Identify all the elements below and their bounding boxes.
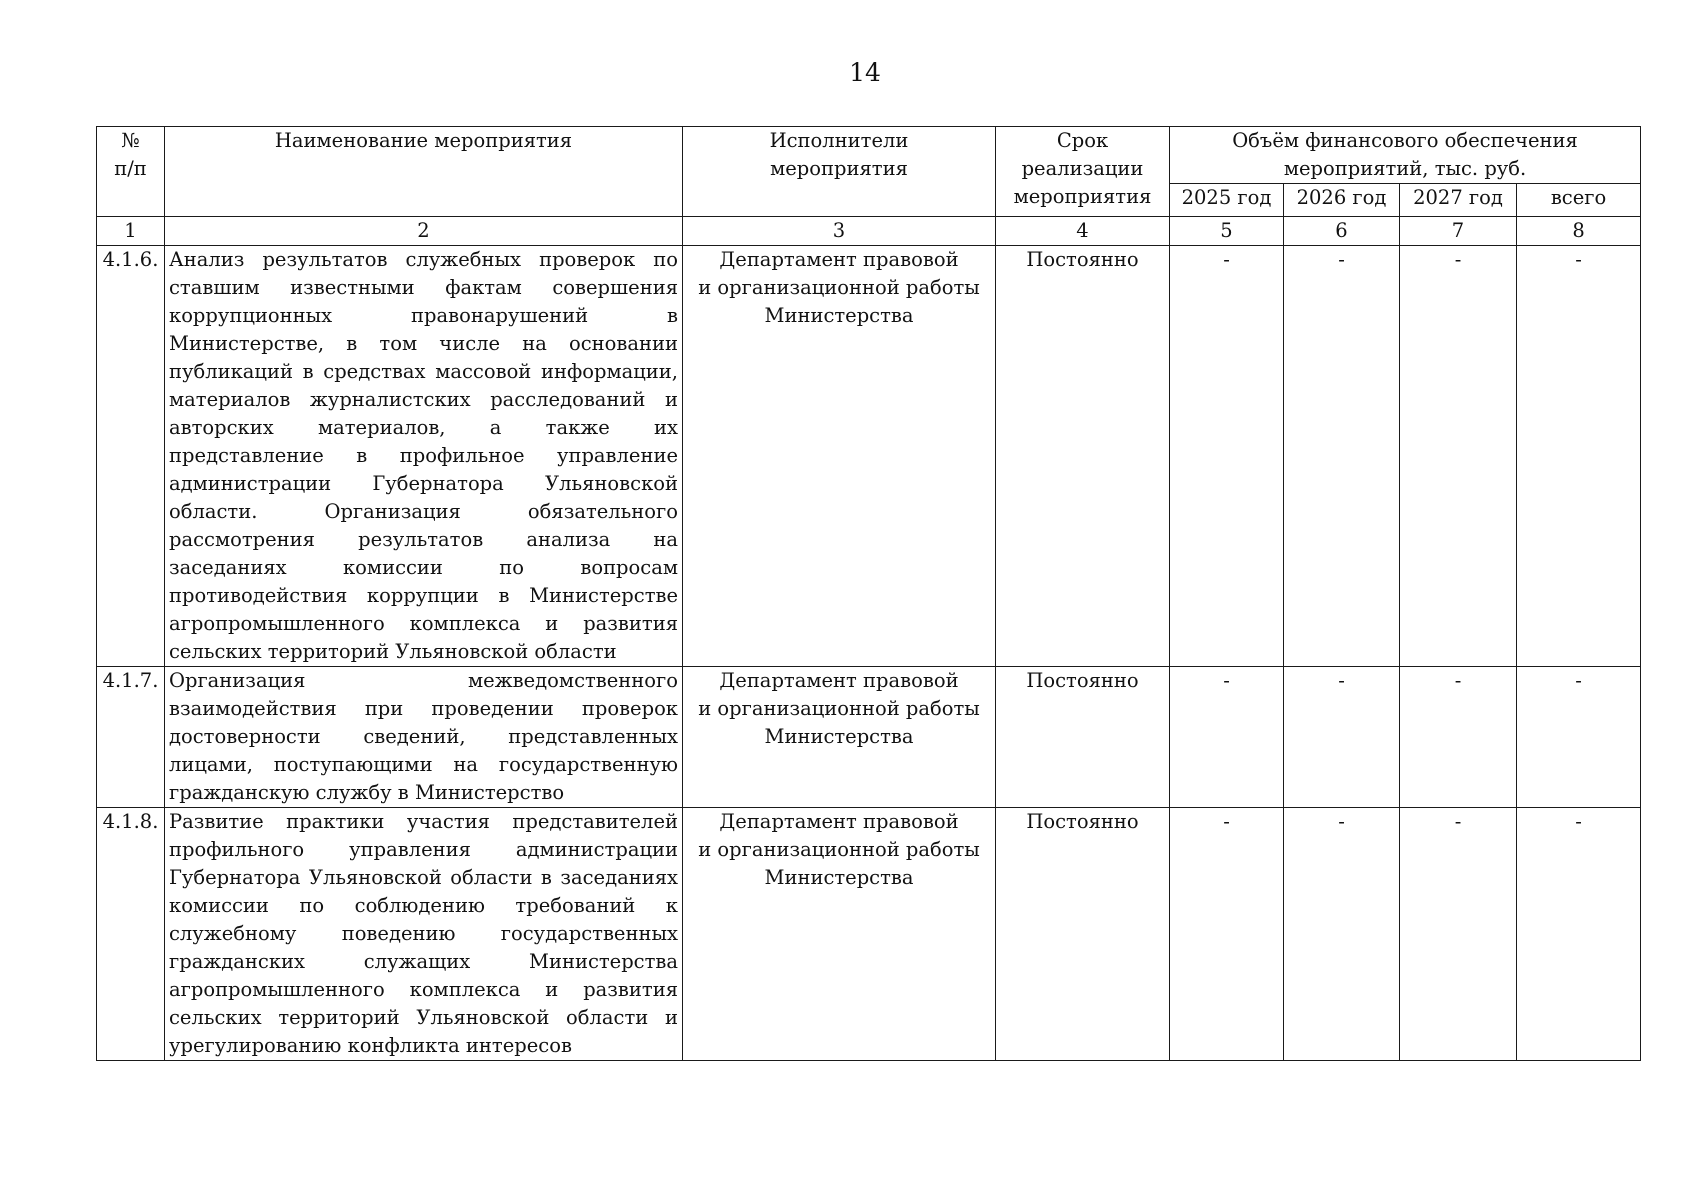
measure-term: Постоянно [996, 667, 1170, 808]
measure-executors: Департамент правовой и организационной работы Министерства [683, 808, 996, 1061]
value-2027: - [1400, 667, 1517, 808]
column-number-row [97, 217, 1641, 246]
value-2025: - [1170, 667, 1284, 808]
table-row [97, 808, 1641, 1061]
column-number: 4 [996, 217, 1170, 246]
value-2027: - [1400, 808, 1517, 1061]
value-total: - [1517, 246, 1641, 667]
value-2025: - [1170, 246, 1284, 667]
column-number: 5 [1170, 217, 1284, 246]
column-number: 2 [165, 217, 683, 246]
value-total: - [1517, 808, 1641, 1061]
header-term: Срок реализации мероприятия [996, 127, 1170, 217]
column-number: 3 [683, 217, 996, 246]
measure-name: Развитие практики участия представителей профильного управления администрации Губернатора Ульяновской области в заседаниях комиссии по соблюдению требований к служебному поведению государственных гражданских служащих Министерства агропромышленного комплекса и развития сельских территорий Ульяновской области и урегулированию конфликта интересов [165, 808, 683, 1061]
table-row [97, 246, 1641, 667]
row-number: 4.1.8. [97, 808, 165, 1061]
measure-term: Постоянно [996, 808, 1170, 1061]
value-2027: - [1400, 246, 1517, 667]
measure-term: Постоянно [996, 246, 1170, 667]
page-number: 14 [849, 58, 881, 87]
row-number: 4.1.6. [97, 246, 165, 667]
row-number: 4.1.7. [97, 667, 165, 808]
header-total: всего [1517, 184, 1641, 217]
measure-executors: Департамент правовой и организационной работы Министерства [683, 246, 996, 667]
header-row-1 [97, 127, 1641, 184]
header-finance: Объём финансового обеспечения мероприятий, тыс. руб. [1170, 127, 1641, 184]
measure-executors: Департамент правовой и организационной работы Министерства [683, 667, 996, 808]
measures-table [96, 126, 1641, 1061]
header-executors: Исполнители мероприятия [683, 127, 996, 217]
value-2025: - [1170, 808, 1284, 1061]
header-year-2027: 2027 год [1400, 184, 1517, 217]
measure-name: Организация межведомственного взаимодействия при проведении проверок достоверности сведений, представленных лицами, поступающими на государственную гражданскую службу в Министерство [165, 667, 683, 808]
header-year-2025: 2025 год [1170, 184, 1284, 217]
header-year-2026: 2026 год [1284, 184, 1400, 217]
column-number: 8 [1517, 217, 1641, 246]
column-number: 7 [1400, 217, 1517, 246]
header-name: Наименование мероприятия [165, 127, 683, 217]
value-total: - [1517, 667, 1641, 808]
value-2026: - [1284, 667, 1400, 808]
table-row [97, 667, 1641, 808]
value-2026: - [1284, 246, 1400, 667]
column-number: 1 [97, 217, 165, 246]
measure-name: Анализ результатов служебных проверок по ставшим известными фактам совершения коррупционных правонарушений в Министерстве, в том числе на основании публикаций в средствах массовой информации, материалов журналистских расследований и авторских материалов, а также их представление в профильное управление администрации Губернатора Ульяновской области. Организация обязательного рассмотрения результатов анализа на заседаниях комиссии по вопросам противодействия коррупции в Министерстве агропромышленного комплекса и развития сельских территорий Ульяновской области [165, 246, 683, 667]
column-number: 6 [1284, 217, 1400, 246]
header-num: № п/п [97, 127, 165, 217]
value-2026: - [1284, 808, 1400, 1061]
